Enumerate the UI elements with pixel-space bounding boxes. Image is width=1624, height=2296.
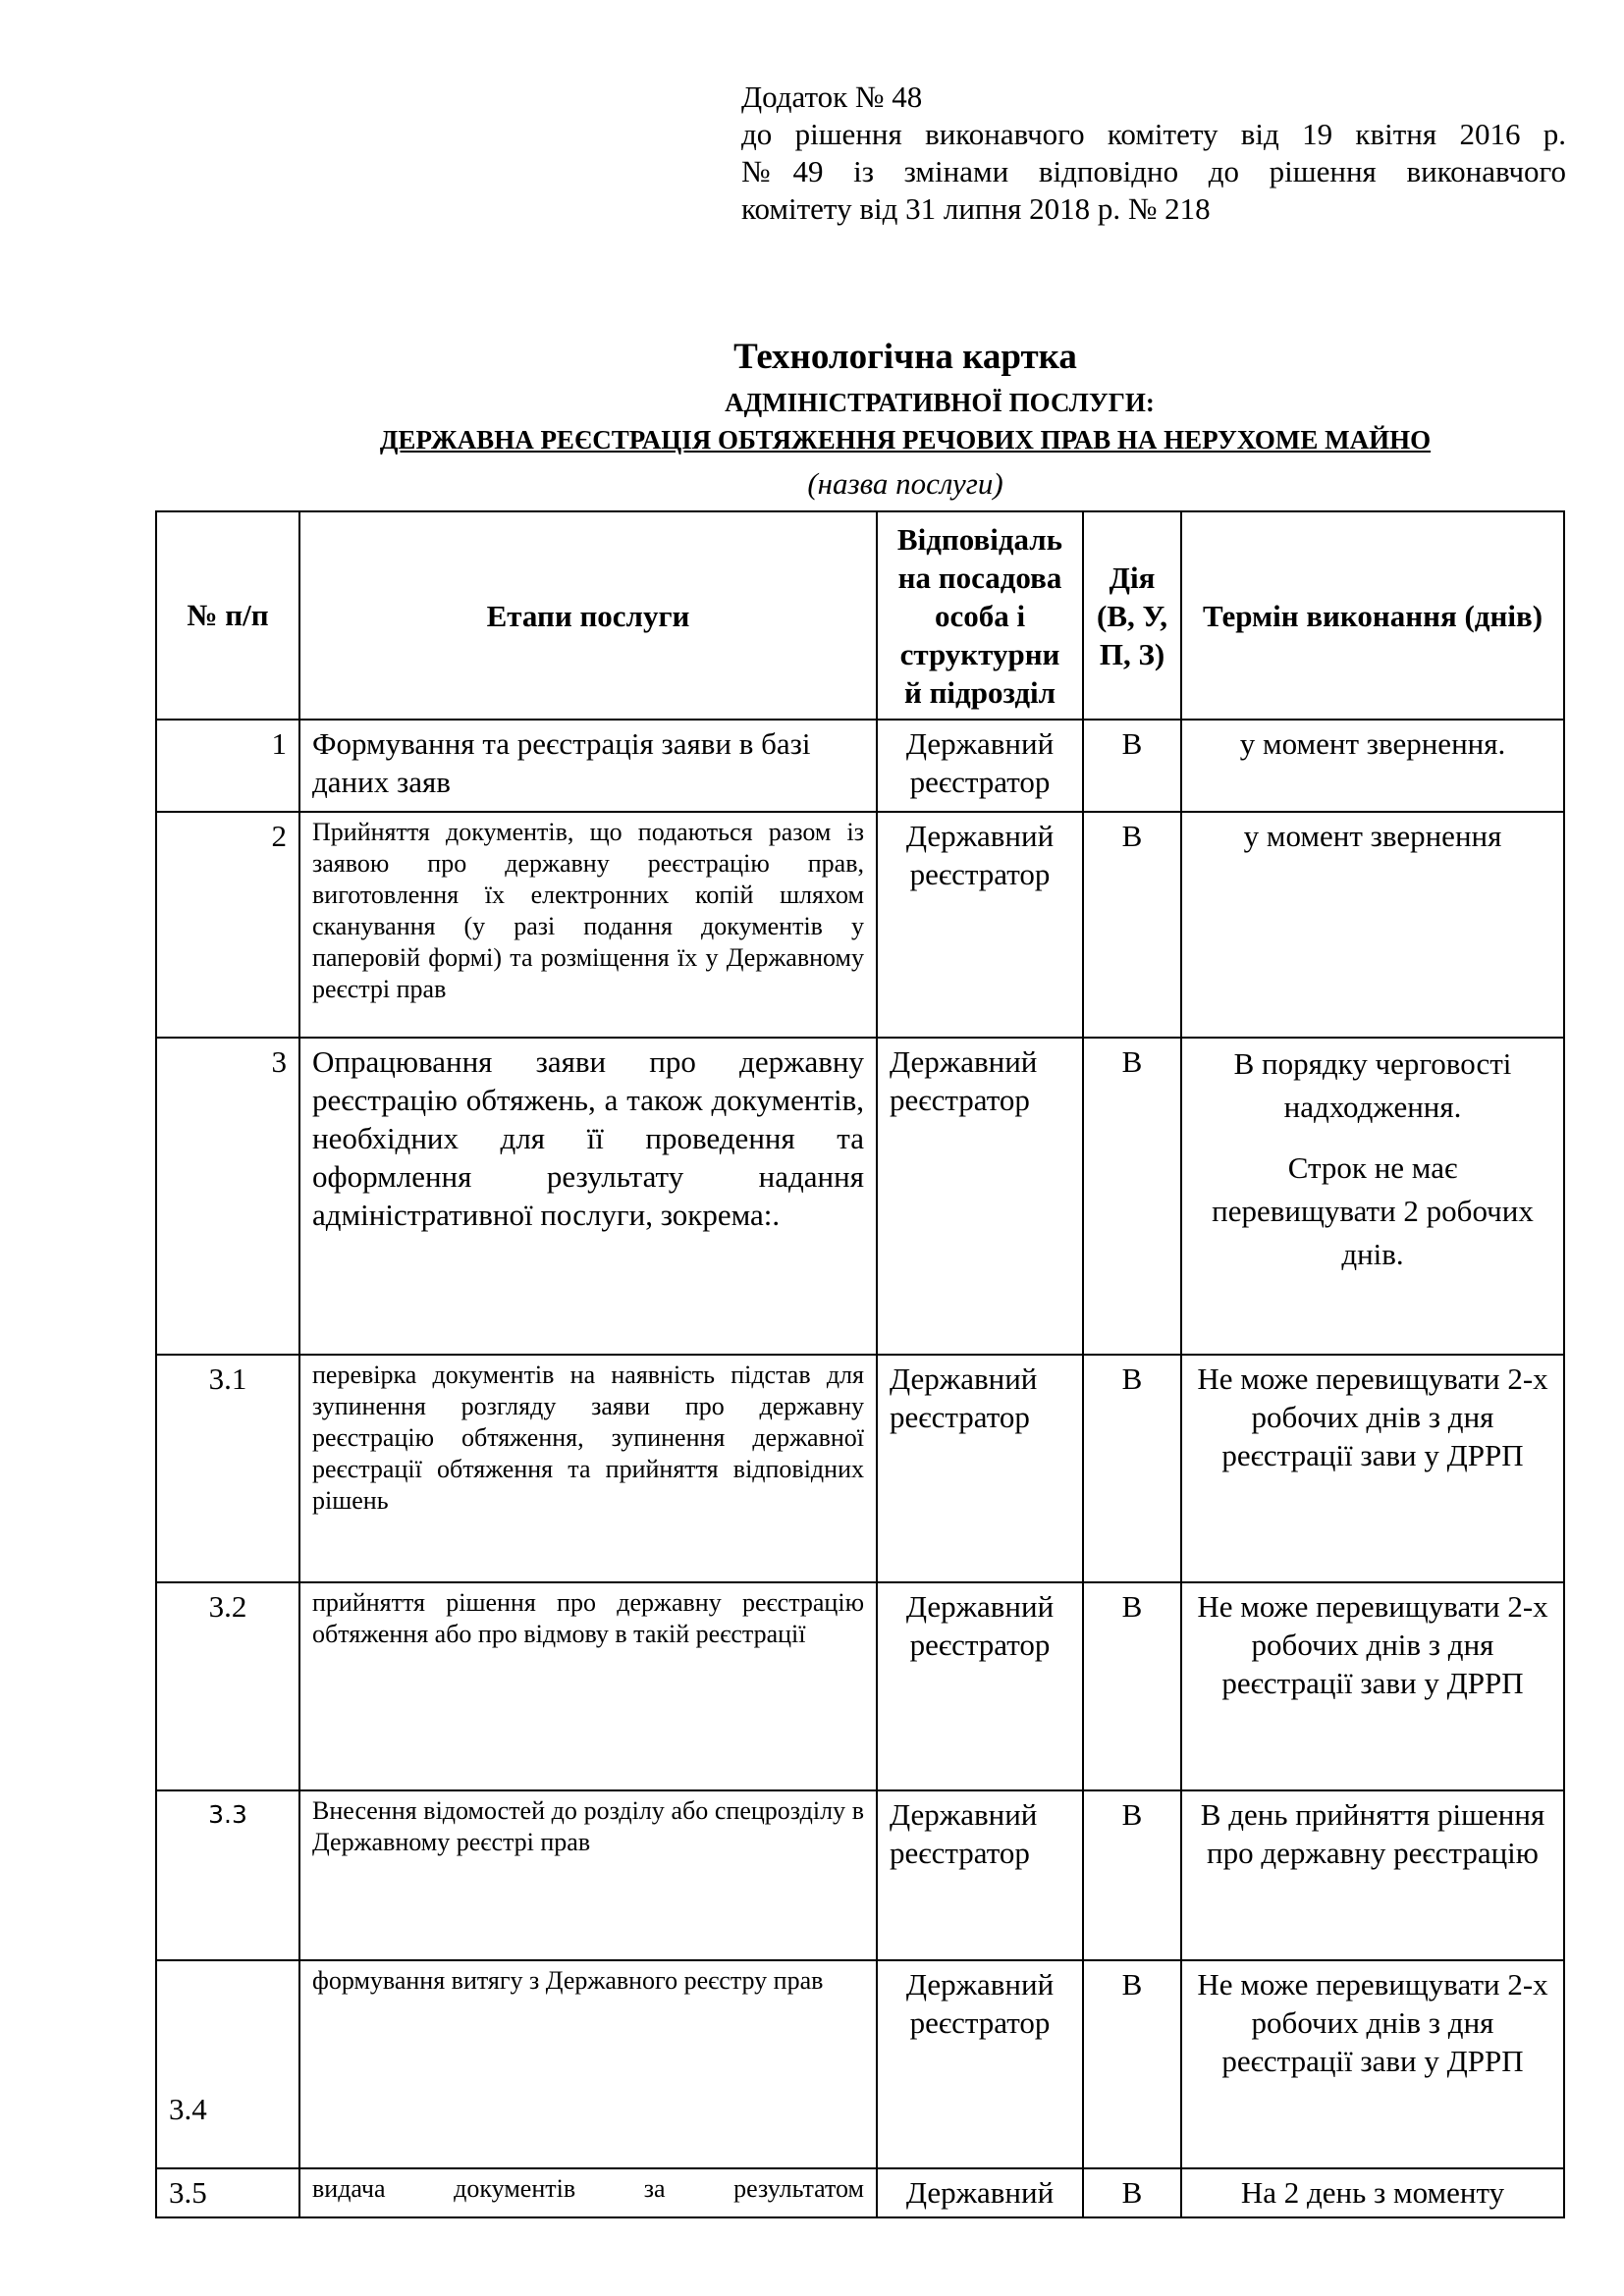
row-num: 1 bbox=[156, 720, 299, 812]
table-row bbox=[156, 2168, 1564, 2217]
row-term-limit: Строк не має перевищувати 2 робочих днів. bbox=[1212, 1150, 1534, 1271]
row-term-cell bbox=[1181, 1038, 1564, 1355]
row-term: у момент звернення. bbox=[1181, 720, 1564, 812]
row-num: 3 bbox=[156, 1038, 299, 1355]
row-term: Не може перевищувати 2-х робочих днів з дня реєстрації зави у ДРРП bbox=[1181, 1355, 1564, 1582]
row-term: у момент звернення bbox=[1181, 812, 1564, 1038]
row-stage: Формування та реєстрація заяви в базі даних заяв bbox=[299, 720, 877, 812]
row-stage: Прийняття документів, що подаються разом із заявою про державну реєстрацію прав, виготовлення їх електронних копій шляхом сканування (у разі подання документів у паперовій формі) та розміщення їх у Державному реєстрі прав bbox=[299, 812, 877, 1038]
row-resp: Державний реєстратор bbox=[877, 1582, 1083, 1790]
row-resp: Державний реєстратор bbox=[877, 1038, 1083, 1355]
document-title: Технологічна картка bbox=[733, 337, 1077, 377]
header-resp: Відповідаль на посадова особа і структурни й підрозділ bbox=[877, 511, 1083, 720]
row-act: В bbox=[1083, 1582, 1181, 1790]
row-num: 3.5 bbox=[156, 2168, 299, 2217]
row-resp: Державний bbox=[877, 2168, 1083, 2217]
row-term: На 2 день з моменту bbox=[1181, 2168, 1564, 2217]
row-stage: перевірка документів на наявність підстав для зупинення розгляду заяви про державну реєстрацію обтяження, зупинення державної реєстрації обтяження та прийняття відповідних рішень bbox=[299, 1355, 877, 1582]
header-act: Дія (В, У, П, З) bbox=[1083, 511, 1181, 720]
table-row bbox=[156, 812, 1564, 1038]
appendix-line: Додаток № 48 bbox=[741, 80, 923, 114]
service-name-note: (назва послуги) bbox=[807, 466, 1003, 501]
row-act: В bbox=[1083, 720, 1181, 812]
table-row bbox=[156, 720, 1564, 812]
header-stage: Етапи послуги bbox=[299, 511, 877, 720]
row-stage: прийняття рішення про державну реєстрацію обтяження або про відмову в такій реєстрації bbox=[299, 1582, 877, 1790]
row-num: 3.1 bbox=[156, 1355, 299, 1582]
row-resp: Державний реєстратор bbox=[877, 1960, 1083, 2168]
table-row bbox=[156, 1038, 1564, 1355]
row-act: В bbox=[1083, 1790, 1181, 1960]
document-subtitle: АДМІНІСТРАТИВНОЇ ПОСЛУГИ: bbox=[725, 388, 1155, 417]
service-name: ДЕРЖАВНА РЕЄСТРАЦІЯ ОБТЯЖЕННЯ РЕЧОВИХ ПРАВ НА НЕРУХОМЕ МАЙНО bbox=[379, 425, 1432, 454]
row-act: В bbox=[1083, 1355, 1181, 1582]
row-resp: Державний реєстратор bbox=[877, 1355, 1083, 1582]
row-num: 3.2 bbox=[156, 1582, 299, 1790]
technology-card-table bbox=[155, 510, 1565, 2218]
header-term: Термін виконання (днів) bbox=[1181, 511, 1564, 720]
row-resp: Державний реєстратор bbox=[877, 720, 1083, 812]
row-term: Не може перевищувати 2-х робочих днів з дня реєстрації зави у ДРРП bbox=[1181, 1960, 1564, 2168]
row-num: 2 bbox=[156, 812, 299, 1038]
row-num: 3.3 bbox=[156, 1790, 299, 1960]
row-term: Не може перевищувати 2-х робочих днів з дня реєстрації зави у ДРРП bbox=[1181, 1582, 1564, 1790]
appendix-line: до рішення виконавчого комітету від 19 квітня 2016 р. bbox=[741, 117, 1566, 151]
row-term: В порядку черговості надходження. bbox=[1233, 1046, 1512, 1124]
appendix-line: комітету від 31 липня 2018 р. № 218 bbox=[741, 191, 1211, 226]
header-num: № п/п bbox=[156, 511, 299, 720]
row-act: В bbox=[1083, 1038, 1181, 1355]
table-row bbox=[156, 1582, 1564, 1790]
row-stage: видача документів за результатом bbox=[299, 2168, 877, 2217]
appendix-line: №49 із змінами відповідно до рішення виконавчого bbox=[741, 154, 1566, 188]
row-resp: Державний реєстратор bbox=[877, 812, 1083, 1038]
table-row bbox=[156, 1960, 1564, 2168]
row-stage: Внесення відомостей до розділу або спецрозділу в Державному реєстрі прав bbox=[299, 1790, 877, 1960]
table-header-row bbox=[156, 511, 1564, 720]
row-act: В bbox=[1083, 1960, 1181, 2168]
row-act: В bbox=[1083, 812, 1181, 1038]
row-stage: формування витягу з Державного реєстру прав bbox=[299, 1960, 877, 2168]
row-resp: Державний реєстратор bbox=[877, 1790, 1083, 1960]
row-act: В bbox=[1083, 2168, 1181, 2217]
appendix-block bbox=[741, 79, 1566, 228]
table-row bbox=[156, 1790, 1564, 1960]
row-num: 3.4 bbox=[156, 1960, 299, 2168]
row-stage: Опрацювання заяви про державну реєстрацію обтяжень, а також документів, необхідних для її проведення та оформлення результату надання адміністративної послуги, зокрема:. bbox=[299, 1038, 877, 1355]
row-term: В день прийняття рішення про державну реєстрацію bbox=[1181, 1790, 1564, 1960]
table-row bbox=[156, 1355, 1564, 1582]
